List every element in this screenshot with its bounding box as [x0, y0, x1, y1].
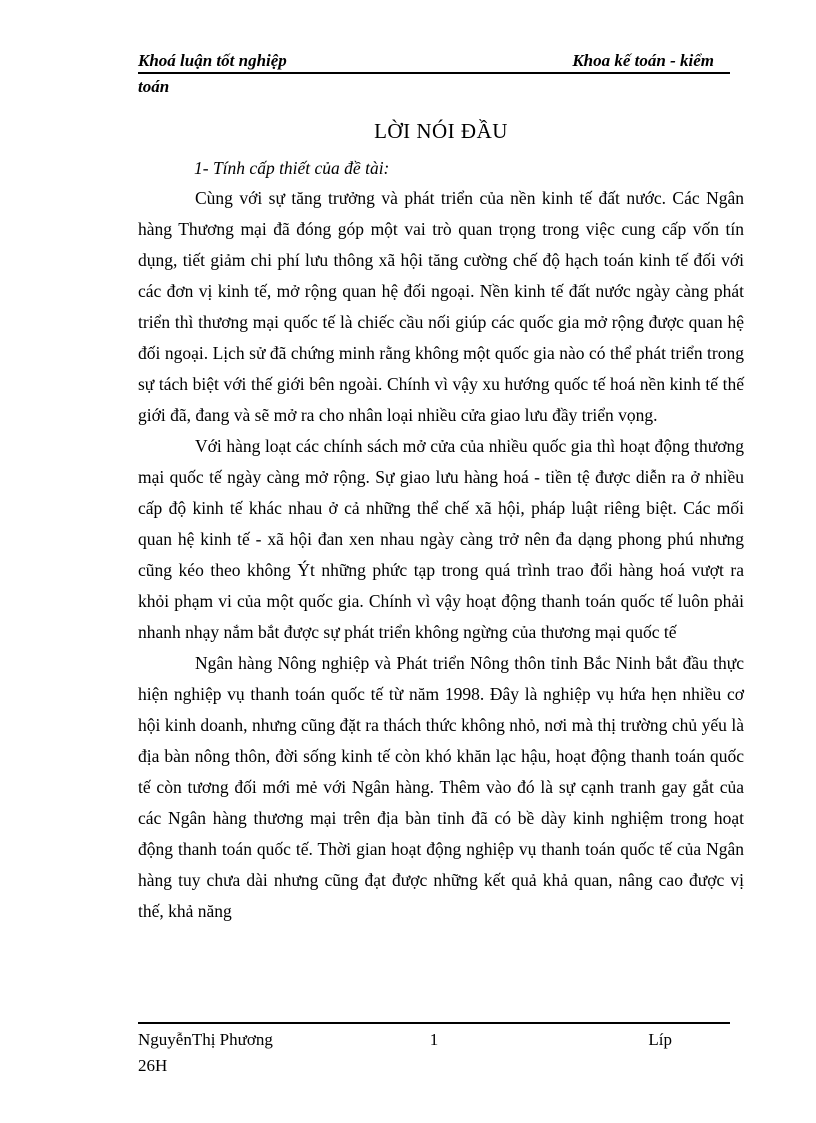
body-paragraph-3: Ngân hàng Nông nghiệp và Phát triển Nông thôn tỉnh Bắc Ninh bắt đầu thực hiện nghiệp vụ thanh toán quốc tế từ năm 1998. Đây là nghiệp vụ hứa hẹn nhiều cơ hội kinh doanh, nhưng cũng đặt ra thách thức không nhỏ, nơi mà thị trường chủ yếu là địa bàn nông thôn, đời sống kinh tế còn khó khăn lạc hậu, hoạt động thanh toán quốc tế còn tương đối mới mẻ với Ngân hàng. Thêm vào đó là sự cạnh tranh gay gắt của các Ngân hàng thương mại trên địa bàn tỉnh đã có bề dày kinh nghiệm trong hoạt động thanh toán quốc tế. Thời gian hoạt động nghiệp vụ thanh toán quốc tế của Ngân hàng tuy chưa dài nhưng cũng đạt được những kết quả khả quan, nâng cao được vị thế, khả năng	[138, 653, 744, 921]
footer-author-name: NguyễnThị Phương	[138, 1030, 273, 1049]
page-footer	[138, 1022, 730, 1078]
page-title: LỜI NÓI ĐẦU	[374, 119, 508, 143]
footer-class-label: Líp	[648, 1030, 672, 1049]
header-left-title: Khoá luận tốt nghiệp	[138, 51, 287, 70]
footer-page-number: 1	[429, 1030, 439, 1049]
body-paragraph-1: Cùng với sự tăng trưởng và phát triển của nền kinh tế đất nước. Các Ngân hàng Thương mại đã đóng góp một vai trò quan trọng trong việc cung cấp vốn tín dụng, tiết giảm chi phí lưu thông xã hội tăng cường chế độ hạch toán kinh tế đối với các đơn vị kinh tế, mở rộng quan hệ đối ngoại. Nền kinh tế đất nước ngày càng phát triển thì thương mại quốc tế là chiếc cầu nối giúp các quốc gia mở rộng được quan hệ đối ngoại. Lịch sử đã chứng minh rằng không một quốc gia nào có thể phát triển trong sự tách biệt với thế giới bên ngoài. Chính vì vậy xu hướng quốc tế hoá nền kinh tế thế giới đã, đang và sẽ mở ra cho nhân loại nhiều cửa giao lưu đầy triển vọng.	[138, 188, 744, 425]
footer-divider	[138, 1022, 730, 1024]
page-content	[138, 50, 744, 927]
header-rule-row	[138, 50, 730, 74]
footer-author-line2: 26H	[138, 1056, 168, 1075]
header-right-title: Khoa kế toán - kiểm	[572, 51, 714, 70]
header-left-title-line2: toán	[138, 77, 170, 96]
body-text	[138, 183, 744, 927]
section-heading: 1- Tính cấp thiết của đề tài:	[194, 158, 390, 178]
body-paragraph-2: Với hàng loạt các chính sách mở cửa của nhiều quốc gia thì hoạt động thương mại quốc tế ngày càng mở rộng. Sự giao lưu hàng hoá - tiền tệ được diễn ra ở nhiều cấp độ kinh tế khác nhau ở cả những thể chế xã hội, pháp luật riêng biệt. Các mối quan hệ kinh tế - xã hội đan xen nhau ngày càng trở nên đa dạng phong phú nhưng cũng kéo theo không Ýt những phức tạp trong quá trình trao đổi hàng hoá vượt ra khỏi phạm vi của một quốc gia. Chính vì vậy hoạt động thanh toán quốc tế luôn phải nhanh nhạy nắm bắt được sự phát triển không ngừng của thương mại quốc tế	[138, 436, 744, 642]
page-header	[138, 50, 744, 98]
footer-row	[138, 1028, 730, 1053]
